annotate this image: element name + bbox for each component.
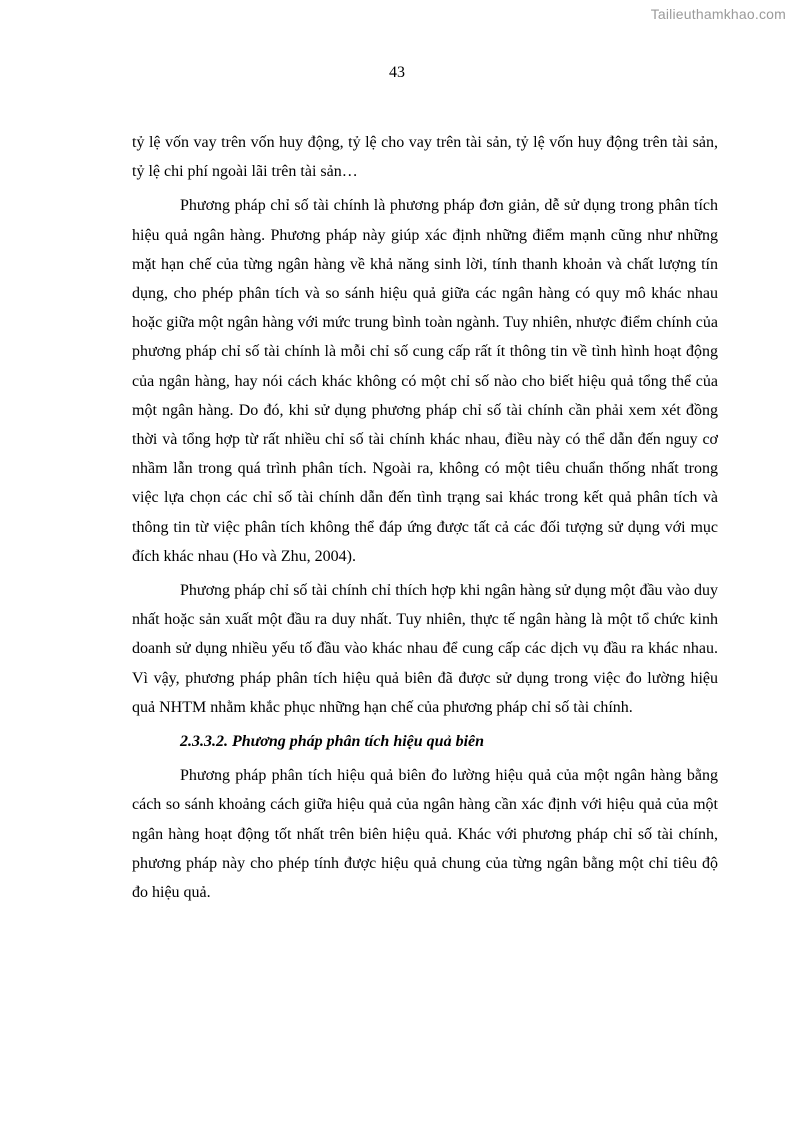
section-heading: 2.3.3.2. Phương pháp phân tích hiệu quả biên <box>180 733 485 751</box>
watermark: Tailieuthamkhao.com <box>650 6 786 22</box>
document-body <box>132 128 718 912</box>
paragraph-financial-ratio-method: Phương pháp chỉ số tài chính là phương pháp đơn giản, dễ sử dụng trong phân tích hiệu quả ngân hàng. Phương pháp này giúp xác định những điểm mạnh cũng như những mặt hạn chế của từng ngân hàng về khả năng sinh lời, tính thanh khoản và chất lượng tín dụng, cho phép phân tích và so sánh hiệu quả giữa các ngân hàng có quy mô khác nhau hoặc giữa một ngân hàng với mức trung bình toàn ngành. Tuy nhiên, nhược điểm chính của phương pháp chỉ số tài chính là mỗi chỉ số cung cấp rất ít thông tin về tình hình hoạt động của ngân hàng, hay nói cách khác không có một chỉ số nào cho biết hiệu quả tổng thể của một ngân hàng. Do đó, khi sử dụng phương pháp chỉ số tài chính cần phải xem xét đồng thời và tổng hợp từ rất nhiều chỉ số tài chính khác nhau, điều này có thể dẫn đến nguy cơ nhầm lẫn trong quá trình phân tích. Ngoài ra, không có một tiêu chuẩn thống nhất trong việc lựa chọn các chỉ số tài chính dẫn đến tình trạng sai khác trong kết quả phân tích và thông tin từ việc phân tích không thể đáp ứng được tất cả các đối tượng sử dụng với mục đích khác nhau (Ho và Zhu, 2004). <box>132 197 718 565</box>
paragraph-frontier-method: Phương pháp phân tích hiệu quả biên đo lường hiệu quả của một ngân hàng bằng cách so sánh khoảng cách giữa hiệu quả của ngân hàng cần xác định với hiệu quả của một ngân hàng hoạt động tốt nhất trên biên hiệu quả. Khác với phương pháp chỉ số tài chính, phương pháp này cho phép tính được hiệu quả chung của từng ngân bằng một chỉ tiêu độ đo hiệu quả. <box>132 767 718 902</box>
paragraph-ratio-limitation: Phương pháp chỉ số tài chính chỉ thích hợp khi ngân hàng sử dụng một đầu vào duy nhất hoặc sản xuất một đầu ra duy nhất. Tuy nhiên, thực tế ngân hàng là một tổ chức kinh doanh sử dụng nhiều yếu tố đầu vào khác nhau để cung cấp các dịch vụ đầu ra khác nhau. Vì vậy, phương pháp phân tích hiệu quả biên đã được sử dụng trong việc đo lường hiệu quả NHTM nhằm khắc phục những hạn chế của phương pháp chỉ số tài chính. <box>132 582 718 716</box>
paragraph-continuation: tỷ lệ vốn vay trên vốn huy động, tỷ lệ cho vay trên tài sản, tỷ lệ vốn huy động trên tài sản, tỷ lệ chi phí ngoài lãi trên tài sản… <box>132 134 718 181</box>
page-number: 43 <box>389 64 405 81</box>
